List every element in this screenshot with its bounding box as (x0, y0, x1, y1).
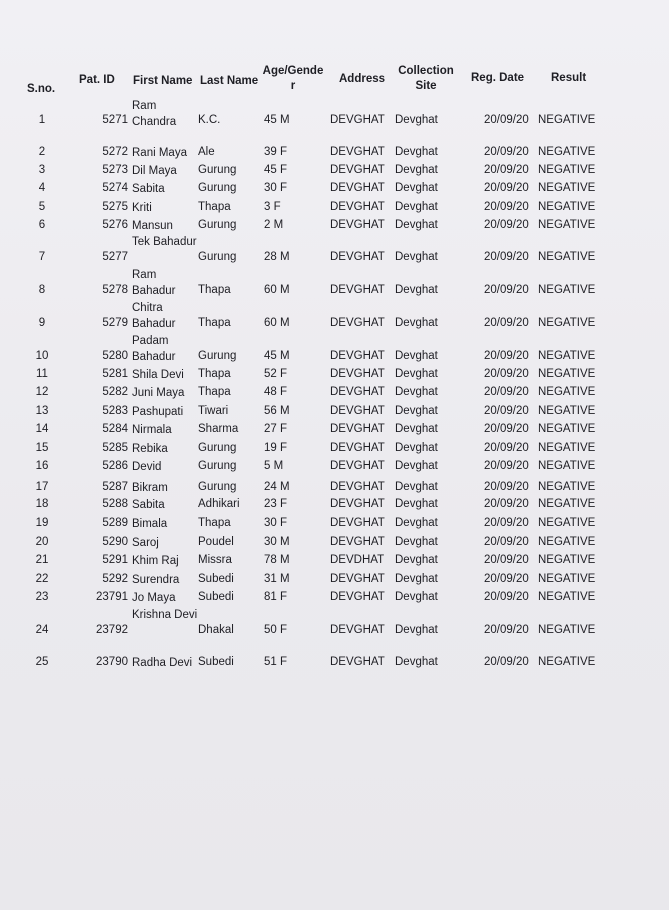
cell-address: DEVGHAT (330, 498, 385, 510)
cell-last-name: Subedi (198, 656, 234, 668)
cell-collection-site: Devghat (395, 423, 438, 435)
cell-sno: 13 (35, 405, 49, 417)
cell-sno: 23 (35, 591, 49, 603)
cell-last-name: Dhakal (198, 624, 234, 636)
cell-first-name: Saroj (132, 537, 159, 549)
cell-sno: 3 (38, 164, 46, 176)
cell-pat-id: 5278 (102, 284, 128, 296)
cell-sno: 9 (38, 317, 46, 329)
cell-result: NEGATIVE (538, 536, 596, 548)
cell-address: DEVGHAT (330, 656, 385, 668)
header-address: Address (339, 73, 386, 85)
cell-last-name: Gurung (198, 460, 237, 472)
cell-result: NEGATIVE (538, 498, 596, 510)
cell-collection-site: Devghat (395, 591, 438, 603)
cell-pat-id: 5285 (102, 442, 128, 454)
cell-reg-date: 20/09/20 (484, 481, 529, 493)
header-last-name: Last Name (200, 75, 259, 87)
cell-sno: 15 (35, 442, 49, 454)
cell-collection-site: Devghat (395, 114, 438, 126)
cell-result: NEGATIVE (538, 251, 596, 263)
cell-age-gender: 27 F (264, 423, 288, 435)
cell-address: DEVGHAT (330, 251, 385, 263)
cell-last-name: Thapa (198, 317, 231, 329)
cell-result: NEGATIVE (538, 164, 596, 176)
cell-first-name: Tek Bahadur (132, 236, 197, 248)
cell-address: DEVGHAT (330, 442, 385, 454)
cell-first-name: Devid (132, 461, 162, 473)
cell-sno: 14 (35, 423, 49, 435)
cell-collection-site: Devghat (395, 405, 438, 417)
cell-sno: 2 (38, 146, 46, 158)
cell-pat-id: 5287 (102, 481, 128, 493)
cell-last-name: Gurung (198, 182, 237, 194)
cell-result: NEGATIVE (538, 284, 596, 296)
cell-first-name: Kriti (132, 202, 152, 214)
cell-address: DEVGHAT (330, 146, 385, 158)
cell-collection-site: Devghat (395, 386, 438, 398)
cell-pat-id: 5276 (102, 219, 128, 231)
cell-collection-site: Devghat (395, 554, 438, 566)
cell-sno: 24 (35, 624, 49, 636)
cell-address: DEVGHAT (330, 536, 385, 548)
cell-age-gender: 5 M (264, 460, 284, 472)
cell-sno: 1 (38, 114, 46, 126)
cell-collection-site: Devghat (395, 460, 438, 472)
cell-result: NEGATIVE (538, 656, 596, 668)
table-header (0, 60, 669, 100)
cell-age-gender: 45 M (264, 350, 290, 362)
cell-address: DEVGHAT (330, 114, 385, 126)
header-first-name: First Name (133, 75, 193, 87)
cell-result: NEGATIVE (538, 423, 596, 435)
cell-pat-id: 5275 (102, 201, 128, 213)
cell-last-name: Gurung (198, 481, 237, 493)
cell-first-name: Chitra Bahadur (132, 302, 176, 330)
cell-reg-date: 20/09/20 (484, 554, 529, 566)
cell-collection-site: Devghat (395, 536, 438, 548)
cell-age-gender: 81 F (264, 591, 288, 603)
header-reg-date: Reg. Date (471, 72, 525, 84)
cell-address: DEVGHAT (330, 284, 385, 296)
header-sno: S.no. (27, 83, 56, 95)
cell-pat-id: 5271 (102, 114, 128, 126)
header-age-gender: Age/Gende r (262, 65, 324, 92)
cell-sno: 17 (35, 481, 49, 493)
cell-address: DEVGHAT (330, 624, 385, 636)
cell-collection-site: Devghat (395, 201, 438, 213)
cell-collection-site: Devghat (395, 146, 438, 158)
cell-first-name: Bikram (132, 482, 168, 494)
cell-address: DEVGHAT (330, 591, 385, 603)
cell-result: NEGATIVE (538, 219, 596, 231)
cell-sno: 25 (35, 656, 49, 668)
cell-first-name: Khim Raj (132, 555, 179, 567)
cell-sno: 6 (38, 219, 46, 231)
cell-sno: 20 (35, 536, 49, 548)
cell-last-name: Thapa (198, 201, 231, 213)
header-result: Result (551, 72, 587, 84)
cell-last-name: Sharma (198, 423, 239, 435)
cell-sno: 18 (35, 498, 49, 510)
cell-address: DEVGHAT (330, 182, 385, 194)
cell-collection-site: Devghat (395, 182, 438, 194)
cell-age-gender: 48 F (264, 386, 288, 398)
cell-pat-id: 5292 (102, 573, 128, 585)
cell-reg-date: 20/09/20 (484, 423, 529, 435)
cell-pat-id: 5277 (102, 251, 128, 263)
cell-age-gender: 56 M (264, 405, 290, 417)
cell-pat-id: 5281 (102, 368, 128, 380)
cell-collection-site: Devghat (395, 284, 438, 296)
cell-pat-id: 5291 (102, 554, 128, 566)
cell-reg-date: 20/09/20 (484, 460, 529, 472)
cell-pat-id: 5274 (102, 182, 128, 194)
cell-last-name: Thapa (198, 284, 231, 296)
cell-address: DEVGHAT (330, 350, 385, 362)
cell-address: DEVGHAT (330, 405, 385, 417)
cell-address: DEVDHAT (330, 554, 385, 566)
cell-last-name: Tiwari (198, 405, 229, 417)
cell-first-name: Surendra (132, 574, 180, 586)
header-pat-id: Pat. ID (79, 74, 115, 86)
cell-pat-id: 23792 (96, 624, 128, 636)
cell-age-gender: 3 F (264, 201, 281, 213)
cell-age-gender: 24 M (264, 481, 290, 493)
cell-collection-site: Devghat (395, 624, 438, 636)
cell-address: DEVGHAT (330, 481, 385, 493)
cell-last-name: Gurung (198, 219, 237, 231)
cell-age-gender: 23 F (264, 498, 288, 510)
cell-first-name: Mansun (132, 220, 173, 232)
cell-result: NEGATIVE (538, 386, 596, 398)
cell-reg-date: 20/09/20 (484, 624, 529, 636)
cell-first-name: Ram Bahadur (132, 269, 176, 297)
cell-first-name: Krishna Devi (132, 609, 198, 621)
cell-age-gender: 60 M (264, 284, 290, 296)
cell-age-gender: 78 M (264, 554, 290, 566)
cell-reg-date: 20/09/20 (484, 182, 529, 194)
cell-first-name: Radha Devi (132, 657, 193, 669)
cell-sno: 22 (35, 573, 49, 585)
cell-address: DEVGHAT (330, 573, 385, 585)
cell-reg-date: 20/09/20 (484, 368, 529, 380)
cell-pat-id: 5279 (102, 317, 128, 329)
cell-reg-date: 20/09/20 (484, 284, 529, 296)
cell-reg-date: 20/09/20 (484, 536, 529, 548)
cell-reg-date: 20/09/20 (484, 517, 529, 529)
cell-last-name: Ale (198, 146, 215, 158)
cell-last-name: Gurung (198, 442, 237, 454)
cell-address: DEVGHAT (330, 423, 385, 435)
cell-first-name: Juni Maya (132, 387, 185, 399)
cell-sno: 5 (38, 201, 46, 213)
cell-pat-id: 5273 (102, 164, 128, 176)
cell-last-name: Adhikari (198, 498, 240, 510)
cell-first-name: Pashupati (132, 406, 184, 418)
cell-result: NEGATIVE (538, 201, 596, 213)
cell-address: DEVGHAT (330, 386, 385, 398)
cell-pat-id: 5284 (102, 423, 128, 435)
cell-first-name: Sabita (132, 183, 165, 195)
cell-sno: 7 (38, 251, 46, 263)
cell-age-gender: 30 M (264, 536, 290, 548)
cell-collection-site: Devghat (395, 219, 438, 231)
cell-reg-date: 20/09/20 (484, 498, 529, 510)
cell-sno: 4 (38, 182, 46, 194)
cell-sno: 16 (35, 460, 49, 472)
cell-collection-site: Devghat (395, 498, 438, 510)
cell-collection-site: Devghat (395, 517, 438, 529)
cell-age-gender: 30 F (264, 182, 288, 194)
cell-sno: 10 (35, 350, 49, 362)
header-collection-site: Collection Site (398, 65, 454, 92)
cell-first-name: Jo Maya (132, 592, 176, 604)
cell-last-name: Thapa (198, 368, 231, 380)
cell-last-name: Gurung (198, 350, 237, 362)
cell-last-name: Subedi (198, 591, 234, 603)
cell-pat-id: 23790 (96, 656, 128, 668)
cell-first-name: Nirmala (132, 424, 172, 436)
cell-result: NEGATIVE (538, 350, 596, 362)
cell-address: DEVGHAT (330, 517, 385, 529)
cell-reg-date: 20/09/20 (484, 573, 529, 585)
cell-reg-date: 20/09/20 (484, 317, 529, 329)
cell-age-gender: 19 F (264, 442, 288, 454)
cell-pat-id: 23791 (96, 591, 128, 603)
cell-last-name: Missra (198, 554, 232, 566)
cell-result: NEGATIVE (538, 460, 596, 472)
cell-reg-date: 20/09/20 (484, 164, 529, 176)
cell-result: NEGATIVE (538, 114, 596, 126)
cell-sno: 11 (36, 368, 48, 380)
cell-pat-id: 5290 (102, 536, 128, 548)
cell-reg-date: 20/09/20 (484, 442, 529, 454)
cell-age-gender: 45 M (264, 114, 290, 126)
cell-reg-date: 20/09/20 (484, 386, 529, 398)
cell-pat-id: 5280 (102, 350, 128, 362)
cell-result: NEGATIVE (538, 591, 596, 603)
cell-first-name: Rani Maya (132, 147, 187, 159)
cell-age-gender: 31 M (264, 573, 290, 585)
cell-reg-date: 20/09/20 (484, 656, 529, 668)
cell-first-name: Dil Maya (132, 165, 177, 177)
cell-last-name: Gurung (198, 164, 237, 176)
cell-pat-id: 5282 (102, 386, 128, 398)
cell-result: NEGATIVE (538, 182, 596, 194)
cell-last-name: Thapa (198, 386, 231, 398)
cell-sno: 21 (35, 554, 49, 566)
cell-first-name: Shila Devi (132, 369, 184, 381)
cell-age-gender: 39 F (264, 146, 288, 158)
cell-collection-site: Devghat (395, 350, 438, 362)
cell-reg-date: 20/09/20 (484, 591, 529, 603)
cell-address: DEVGHAT (330, 219, 385, 231)
cell-address: DEVGHAT (330, 164, 385, 176)
cell-result: NEGATIVE (538, 405, 596, 417)
cell-collection-site: Devghat (395, 573, 438, 585)
cell-collection-site: Devghat (395, 656, 438, 668)
cell-result: NEGATIVE (538, 517, 596, 529)
cell-age-gender: 50 F (264, 624, 288, 636)
cell-result: NEGATIVE (538, 573, 596, 585)
cell-age-gender: 2 M (264, 219, 284, 231)
cell-result: NEGATIVE (538, 146, 596, 158)
cell-result: NEGATIVE (538, 624, 596, 636)
cell-result: NEGATIVE (538, 481, 596, 493)
cell-result: NEGATIVE (538, 442, 596, 454)
cell-result: NEGATIVE (538, 554, 596, 566)
cell-first-name: Rebika (132, 443, 168, 455)
cell-first-name: Padam Bahadur (132, 335, 176, 363)
cell-age-gender: 52 F (264, 368, 288, 380)
cell-address: DEVGHAT (330, 201, 385, 213)
cell-collection-site: Devghat (395, 481, 438, 493)
cell-pat-id: 5283 (102, 405, 128, 417)
cell-reg-date: 20/09/20 (484, 201, 529, 213)
cell-first-name: Bimala (132, 518, 168, 530)
cell-collection-site: Devghat (395, 164, 438, 176)
cell-first-name: Ram Chandra (132, 100, 177, 128)
cell-collection-site: Devghat (395, 251, 438, 263)
cell-sno: 8 (38, 284, 46, 296)
cell-address: DEVGHAT (330, 460, 385, 472)
cell-pat-id: 5272 (102, 146, 128, 158)
cell-reg-date: 20/09/20 (484, 114, 529, 126)
cell-reg-date: 20/09/20 (484, 405, 529, 417)
cell-reg-date: 20/09/20 (484, 146, 529, 158)
cell-collection-site: Devghat (395, 368, 438, 380)
cell-first-name: Sabita (132, 499, 165, 511)
cell-last-name: Thapa (198, 517, 231, 529)
cell-last-name: Subedi (198, 573, 234, 585)
cell-reg-date: 20/09/20 (484, 251, 529, 263)
cell-age-gender: 60 M (264, 317, 290, 329)
cell-last-name: K.C. (198, 114, 221, 126)
cell-pat-id: 5286 (102, 460, 128, 472)
cell-age-gender: 51 F (264, 656, 288, 668)
cell-sno: 12 (35, 386, 49, 398)
cell-collection-site: Devghat (395, 442, 438, 454)
cell-sno: 19 (35, 517, 49, 529)
cell-age-gender: 30 F (264, 517, 288, 529)
cell-last-name: Gurung (198, 251, 237, 263)
cell-age-gender: 45 F (264, 164, 288, 176)
cell-pat-id: 5289 (102, 517, 128, 529)
cell-result: NEGATIVE (538, 317, 596, 329)
cell-result: NEGATIVE (538, 368, 596, 380)
cell-pat-id: 5288 (102, 498, 128, 510)
cell-reg-date: 20/09/20 (484, 219, 529, 231)
cell-address: DEVGHAT (330, 317, 385, 329)
cell-collection-site: Devghat (395, 317, 438, 329)
cell-reg-date: 20/09/20 (484, 350, 529, 362)
cell-age-gender: 28 M (264, 251, 290, 263)
cell-address: DEVGHAT (330, 368, 385, 380)
cell-last-name: Poudel (198, 536, 234, 548)
